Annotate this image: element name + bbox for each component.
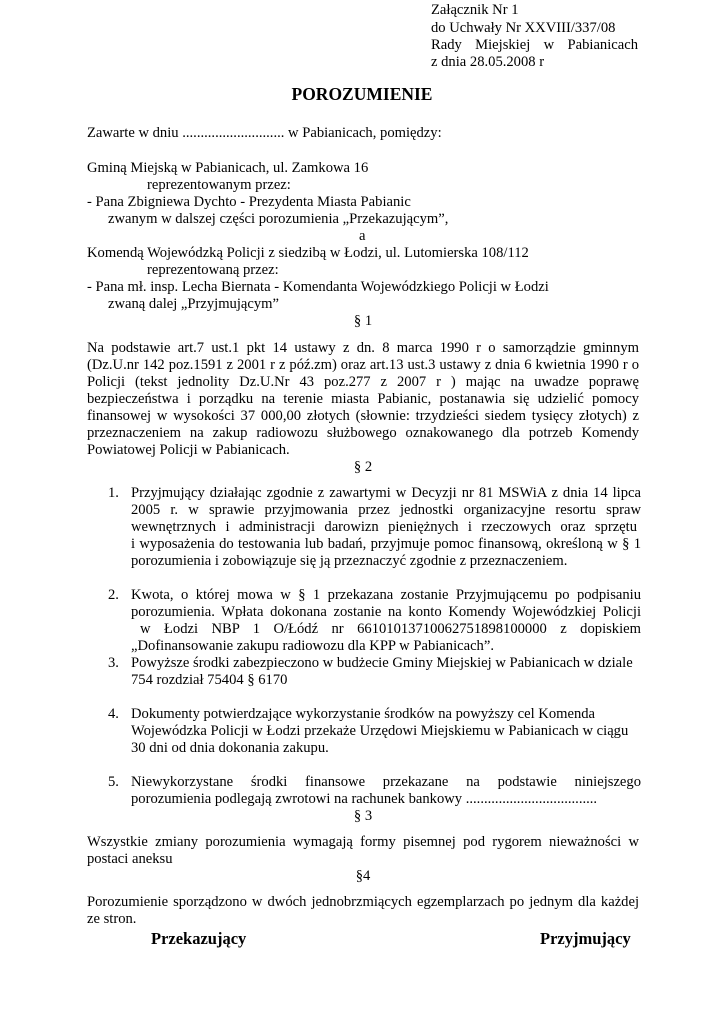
item-4-line: Wojewódzka Policji w Łodzi przekaże Urzędowi Miejskiemu w Pabianicach w ciągu bbox=[131, 723, 629, 739]
item-3-line: 754 rozdział 75404 § 6170 bbox=[131, 672, 288, 688]
section-4-line: ze stron. bbox=[87, 911, 137, 927]
party2-person: - Pana mł. insp. Lecha Biernata - Komendanta Wojewódzkiego Policji w Łodzi bbox=[87, 279, 549, 295]
party1-called: zwanym w dalszej części porozumienia „Przekazującym”, bbox=[108, 211, 449, 227]
item-2-number: 2. bbox=[108, 587, 119, 603]
signature-left-label: Przekazujący bbox=[151, 929, 247, 948]
item-4-line: Dokumenty potwierdzające wykorzystanie środków na powyższy cel Komenda bbox=[131, 706, 596, 722]
section-1-line: Na podstawie art.7 ust.1 pkt 14 ustawy z dn. 8 marca 1990 r o samorządzie gminnym bbox=[87, 340, 639, 356]
item-2-line: porozumienia. Wpłata dokonana zostanie na konto Komendy Wojewódzkiej Policji bbox=[131, 604, 641, 620]
intro-text: Zawarte w dniu ............................ w Pabianicach, pomiędzy: bbox=[87, 125, 442, 141]
party2-name: Komendą Wojewódzką Policji z siedzibą w Łodzi, ul. Lutomierska 108/112 bbox=[87, 245, 529, 261]
section-4-title: §4 bbox=[355, 868, 371, 884]
section-3-line: Wszystkie zmiany porozumienia wymagają formy pisemnej pod rygorem nieważności w bbox=[87, 834, 639, 850]
section-3-line: postaci aneksu bbox=[87, 851, 173, 867]
section-2-title: § 2 bbox=[353, 459, 373, 475]
item-3-number: 3. bbox=[108, 655, 119, 671]
item-3-line: Powyższe środki zabezpieczono w budżecie Gminy Miejskiej w Pabianicach w dziale bbox=[131, 655, 633, 671]
item-1-line: 2005 r. w sprawie przyjmowania przez jednostki organizacyjne resortu spraw bbox=[131, 502, 641, 518]
annex-line-1: Załącznik Nr 1 bbox=[431, 2, 519, 18]
item-1-line: wewnętrznych i administracji darowizn pieniężnych i rzeczowych oraz sprzętu bbox=[131, 519, 637, 535]
item-5-line: Niewykorzystane środki finansowe przekazane na podstawie niniejszego bbox=[131, 774, 641, 790]
annex-line-4: z dnia 28.05.2008 r bbox=[431, 54, 545, 70]
document-title: POROZUMIENIE bbox=[291, 84, 433, 104]
party1-represented: reprezentowanym przez: bbox=[147, 177, 291, 193]
item-5-number: 5. bbox=[108, 774, 119, 790]
item-1-line: i wyposażenia do testowania lub badań, przyjmuje pomoc finansową, określoną w § 1 bbox=[131, 536, 641, 552]
annex-line-2: do Uchwały Nr XXVIII/337/08 bbox=[431, 20, 616, 36]
section-1-line: (Dz.U.nr 142 poz.1591 z 2001 r z póź.zm) oraz art.13 ust.3 ustawy z dnia 6 kwietnia 1990 r o bbox=[87, 357, 639, 373]
party1-person: - Pana Zbigniewa Dychto - Prezydenta Miasta Pabianic bbox=[87, 194, 411, 210]
item-4-line: 30 dni od dnia dokonania zakupu. bbox=[131, 740, 329, 756]
conjunction-a: a bbox=[359, 228, 366, 244]
section-1-line: finansowej w wysokości 37 000,00 złotych (słownie: trzydzieści siedem tysięcy złotych) z bbox=[87, 408, 639, 424]
item-2-line: „Dofinansowanie zakupu radiowozu dla KPP w Pabianicach”. bbox=[131, 638, 494, 654]
item-1-line: Przyjmujący działając zgodnie z zawartymi w Decyzji nr 81 MSWiA z dnia 14 lipca bbox=[131, 485, 641, 501]
item-4-number: 4. bbox=[108, 706, 119, 722]
party1-name: Gminą Miejską w Pabianicach, ul. Zamkowa 16 bbox=[87, 160, 369, 176]
item-1-number: 1. bbox=[108, 485, 119, 501]
signature-right-label: Przyjmujący bbox=[540, 929, 631, 948]
section-1-line: bezpieczeństwa i porządku na terenie miasta Pabianic, postanawia się udzielić pomocy bbox=[87, 391, 639, 407]
item-2-line: Kwota, o której mowa w § 1 przekazana zostanie Przyjmującemu po podpisaniu bbox=[131, 587, 641, 603]
section-3-title: § 3 bbox=[353, 808, 373, 824]
section-1-title: § 1 bbox=[353, 313, 373, 329]
party2-called: zwaną dalej „Przyjmującym” bbox=[108, 296, 279, 312]
annex-line-3: Rady Miejskiej w Pabianicach bbox=[431, 37, 638, 53]
item-2-line: w Łodzi NBP 1 O/Łódź nr 66101013710062751898100000 z dopiskiem bbox=[140, 621, 641, 637]
section-1-line: Policji (tekst jednolity Dz.U.Nr 43 poz.277 z 2007 r ) mając na uwadze poprawę bbox=[87, 374, 639, 390]
section-4-line: Porozumienie sporządzono w dwóch jednobrzmiących egzemplarzach po jednym dla każdej bbox=[87, 894, 639, 910]
item-1-line: porozumienia i zobowiązuje się ją przeznaczyć zgodnie z przeznaczeniem. bbox=[131, 553, 568, 569]
section-1-line: Powiatowej Policji w Pabianicach. bbox=[87, 442, 290, 458]
item-5-line: porozumienia podlegają zwrotowi na rachunek bankowy .................................... bbox=[131, 791, 598, 807]
section-1-line: przeznaczeniem na zakup radiowozu służbowego oznakowanego dla potrzeb Komendy bbox=[87, 425, 639, 441]
party2-represented: reprezentowaną przez: bbox=[147, 262, 279, 278]
